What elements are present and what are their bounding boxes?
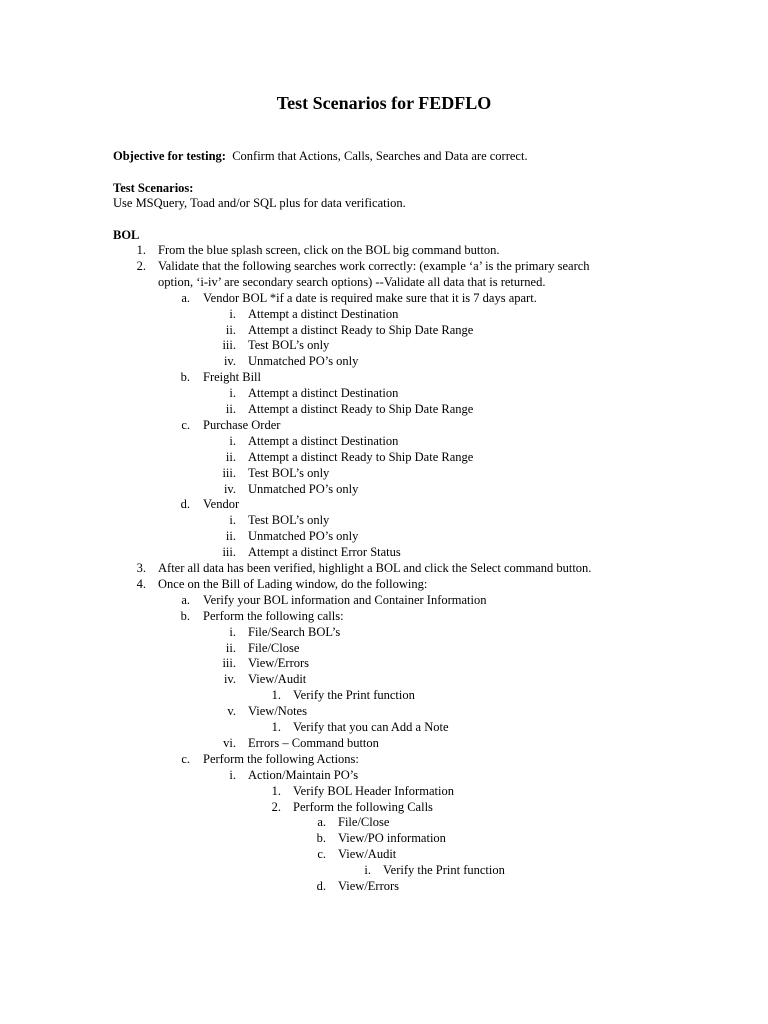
- outline-text: Unmatched PO’s only: [248, 481, 359, 496]
- outline-marker: i.: [229, 433, 236, 448]
- objective-label: Objective for testing:: [113, 149, 226, 163]
- outline-text: Attempt a distinct Ready to Ship Date Range: [248, 449, 474, 464]
- outline-marker: ii.: [225, 640, 236, 655]
- outline-text: Verify BOL Header Information: [293, 783, 454, 798]
- scenarios-text: Use MSQuery, Toad and/or SQL plus for data verification.: [113, 196, 406, 210]
- outline-text: Action/Maintain PO’s: [248, 767, 359, 782]
- outline-text: Attempt a distinct Destination: [248, 386, 399, 401]
- outline-text: Attempt a distinct Error Status: [248, 545, 401, 560]
- outline-marker: iv.: [223, 481, 236, 496]
- outline-marker: c.: [181, 417, 190, 432]
- outline-marker: 3.: [136, 561, 146, 575]
- outline-text: Attempt a distinct Destination: [248, 433, 399, 448]
- outline-marker: i.: [229, 767, 236, 782]
- outline-marker: 1.: [136, 243, 146, 257]
- outline-text: Attempt a distinct Destination: [248, 306, 399, 321]
- outline-text: Vendor: [203, 497, 240, 512]
- outline-text: Test BOL’s only: [248, 338, 330, 353]
- outline-marker: 2.: [136, 258, 146, 273]
- outline-marker: ii.: [225, 529, 236, 544]
- outline-text: File/Close: [338, 815, 390, 830]
- outline-text: View/Errors: [248, 656, 310, 671]
- outline-marker: i.: [364, 863, 371, 878]
- outline-marker: ii.: [225, 449, 236, 464]
- outline-text: option, ‘i-iv’ are secondary search options) --Validate all data that is returned.: [158, 274, 546, 289]
- outline-marker: 1.: [271, 783, 281, 798]
- outline-marker: i.: [229, 513, 236, 528]
- outline-marker: iii.: [222, 465, 236, 480]
- outline-marker: a.: [317, 815, 326, 830]
- outline-text: Verify your BOL information and Container Information: [203, 592, 487, 607]
- objective-text: Confirm that Actions, Calls, Searches and Data are correct.: [232, 149, 528, 163]
- outline-text: After all data has been verified, highlight a BOL and click the Select command button.: [158, 561, 592, 575]
- outline-marker: 1.: [271, 688, 281, 703]
- outline-marker: b.: [180, 608, 190, 623]
- outline-text: Perform the following calls:: [203, 608, 344, 623]
- outline-text: Attempt a distinct Ready to Ship Date Range: [248, 322, 474, 337]
- outline-text: File/Search BOL’s: [248, 624, 341, 639]
- outline-text: View/Audit: [248, 672, 307, 687]
- outline-marker: i.: [229, 386, 236, 401]
- outline-marker: c.: [317, 847, 326, 862]
- outline-marker: a.: [181, 592, 190, 607]
- outline-text: Verify the Print function: [293, 688, 415, 703]
- outline-marker: iii.: [222, 656, 236, 671]
- outline-text: Perform the following Actions:: [203, 751, 359, 766]
- outline-marker: 2.: [271, 799, 281, 814]
- outline-text: Validate that the following searches work correctly: (example ‘a’ is the primary search: [158, 258, 590, 273]
- outline-text: File/Close: [248, 640, 300, 655]
- section-heading: BOL: [113, 228, 140, 242]
- outline-marker: i.: [229, 624, 236, 639]
- outline-marker: iv.: [223, 672, 236, 687]
- outline-text: Test BOL’s only: [248, 513, 330, 528]
- objective-line: [113, 148, 528, 164]
- outline-marker: 1.: [271, 720, 281, 734]
- outline-marker: ii.: [225, 402, 236, 416]
- outline-text: View/Audit: [338, 847, 397, 862]
- outline-text: Purchase Order: [203, 417, 281, 432]
- outline-marker: d.: [180, 497, 190, 512]
- page-title: Test Scenarios for FEDFLO: [276, 93, 492, 113]
- outline-text: Freight Bill: [203, 370, 261, 385]
- outline-text: View/PO information: [338, 831, 446, 846]
- outline-marker: 4.: [136, 576, 146, 591]
- outline-marker: iv.: [223, 354, 236, 369]
- outline-text: Vendor BOL *if a date is required make sure that it is 7 days apart.: [203, 290, 537, 305]
- outline-text: Errors – Command button: [248, 735, 379, 750]
- outline-marker: v.: [227, 704, 236, 719]
- outline-text: View/Notes: [248, 704, 307, 719]
- outline-marker: b.: [180, 370, 190, 385]
- outline-marker: d.: [316, 879, 326, 893]
- outline-text: Verify the Print function: [383, 863, 505, 878]
- outline-text: Test BOL’s only: [248, 465, 330, 480]
- outline-text: Unmatched PO’s only: [248, 529, 359, 544]
- outline-text: Verify that you can Add a Note: [293, 720, 449, 734]
- outline-text: Perform the following Calls: [293, 799, 433, 814]
- scenarios-heading: Test Scenarios:: [113, 181, 194, 195]
- outline-marker: c.: [181, 751, 190, 766]
- outline-text: Once on the Bill of Lading window, do the following:: [158, 576, 428, 591]
- outline-marker: ii.: [225, 322, 236, 337]
- outline-text: View/Errors: [338, 879, 400, 893]
- outline-text: Attempt a distinct Ready to Ship Date Range: [248, 402, 474, 416]
- outline-marker: iii.: [222, 338, 236, 353]
- outline-text: Unmatched PO’s only: [248, 354, 359, 369]
- outline-marker: i.: [229, 306, 236, 321]
- outline-marker: a.: [181, 290, 190, 305]
- outline-marker: vi.: [223, 735, 236, 750]
- outline-marker: iii.: [222, 545, 236, 560]
- outline-marker: b.: [316, 831, 326, 846]
- outline-text: From the blue splash screen, click on the BOL big command button.: [158, 243, 500, 257]
